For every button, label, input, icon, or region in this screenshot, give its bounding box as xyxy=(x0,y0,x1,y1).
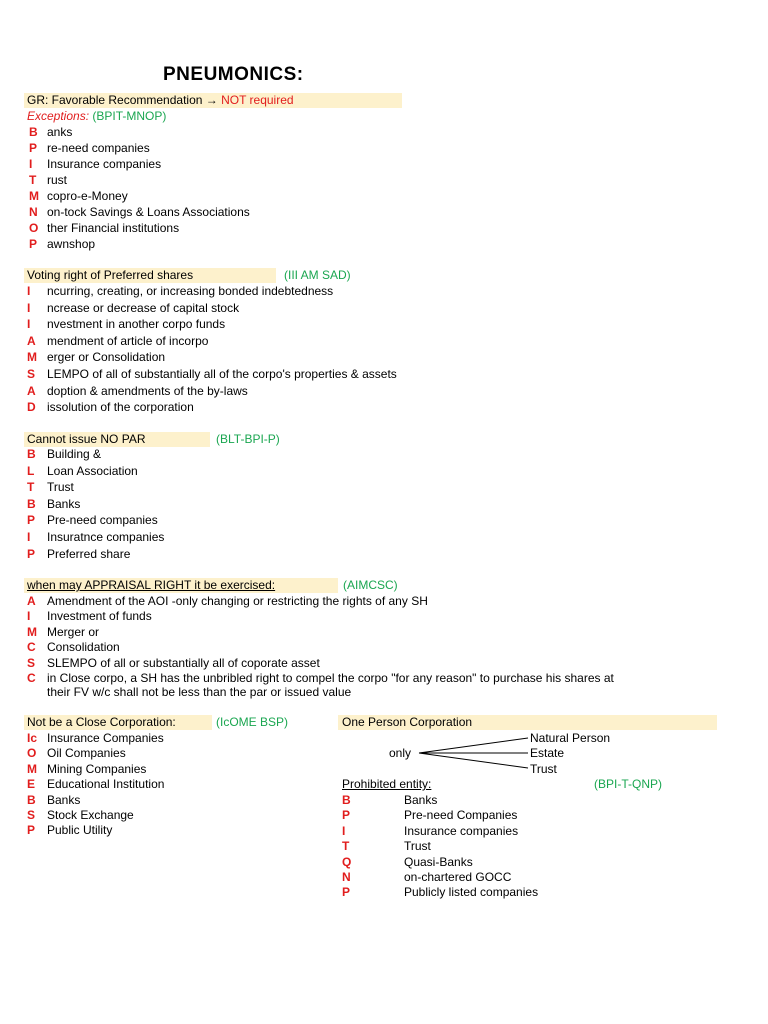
section4-item xyxy=(27,594,727,609)
section3-item-text: Preferred share xyxy=(47,546,131,561)
section5-code: (IcOME BSP) xyxy=(216,715,289,729)
section3-item-letter: B xyxy=(27,496,36,511)
section6-item xyxy=(342,855,768,870)
section6-item xyxy=(342,885,768,900)
section1-item-text: on-tock Savings & Loans Associations xyxy=(47,205,250,219)
section1-item xyxy=(29,237,729,252)
branch-estate: Estate xyxy=(530,746,565,760)
only-label: only xyxy=(389,746,412,760)
section6-item-letter: P xyxy=(342,808,351,823)
section3-item-text: Trust xyxy=(47,480,74,495)
section1-item xyxy=(29,157,729,172)
section4-item-text: Amendment of the AOI -only changing or restricting the rights of any SH xyxy=(47,594,428,608)
section6-item-letter: P xyxy=(342,885,351,900)
section4-item-letter: M xyxy=(27,624,37,639)
section2-item-text: mendment of article of incorpo xyxy=(47,333,209,348)
section5-item-text: Educational Institution xyxy=(47,777,165,792)
section1-item xyxy=(29,189,729,204)
section6-item-text: Pre-need Companies xyxy=(404,808,518,823)
section2-code: (III AM SAD) xyxy=(284,268,351,282)
section4-item xyxy=(27,625,727,640)
section5-item xyxy=(27,746,727,761)
section3-item-text: Banks xyxy=(47,496,81,511)
section1-item-letter: O xyxy=(29,221,39,235)
section1-item xyxy=(29,221,729,236)
section1-heading xyxy=(27,93,294,108)
section5-item-text: Insurance Companies xyxy=(47,731,164,745)
section1-item-text: ther Financial institutions xyxy=(47,221,180,235)
section3-heading: Cannot issue NO PAR xyxy=(27,432,146,446)
section2-item-text: erger or Consolidation xyxy=(47,350,166,365)
section6-item-text: Banks xyxy=(404,793,438,807)
section6-item-letter: Q xyxy=(342,854,352,869)
section1-item-text: anks xyxy=(47,125,73,139)
section2-item xyxy=(27,384,727,399)
section4-item-text: SLEMPO of all or substantially all of coporate asset xyxy=(47,655,320,670)
section3-item xyxy=(27,480,727,495)
section1-item-letter: N xyxy=(29,205,38,219)
section3-item-letter: P xyxy=(27,513,36,528)
section6-item xyxy=(342,839,768,854)
section6-item xyxy=(342,808,768,823)
section2-item-letter: I xyxy=(27,317,31,332)
exceptions-code: (BPIT-MNOP) xyxy=(92,109,167,123)
section2-item xyxy=(27,301,727,316)
section6-item-text: Insurance companies xyxy=(404,823,519,838)
section2-item xyxy=(27,334,727,349)
section1-item-letter: T xyxy=(29,173,37,187)
section6-item xyxy=(342,870,768,885)
exceptions-line xyxy=(27,109,166,124)
section6-item-letter: N xyxy=(342,870,351,884)
page-title: PNEUMONICS: xyxy=(163,64,304,85)
section6-item-text: Publicly listed companies xyxy=(404,885,539,900)
section6-code: (BPI-T-QNP) xyxy=(594,777,662,791)
section3-item-text: Pre-need companies xyxy=(47,513,158,528)
section5-item xyxy=(27,731,727,746)
section1-item-text: rust xyxy=(47,173,68,187)
section2-item xyxy=(27,367,727,382)
section1-item-letter: P xyxy=(29,237,38,251)
section1-item xyxy=(29,125,729,140)
section2-item-text: ncrease or decrease of capital stock xyxy=(47,300,240,315)
section4-code: (AIMCSC) xyxy=(343,578,398,592)
section2-item-letter: M xyxy=(27,350,37,365)
section5-item-letter: S xyxy=(27,808,36,822)
section1-item-text: Insurance companies xyxy=(47,157,162,171)
section4-heading: when may APPRAISAL RIGHT it be exercised: xyxy=(27,578,276,592)
section5-heading: Not be a Close Corporation: xyxy=(27,715,176,729)
section6-item-letter: I xyxy=(342,823,346,838)
section1-item-letter: I xyxy=(29,157,33,171)
section4-item-letter: I xyxy=(27,609,31,624)
section1-item-letter: B xyxy=(29,125,38,139)
section1-heading-red: NOT required xyxy=(221,93,294,107)
section5-item-letter: P xyxy=(27,823,36,838)
section1-item-text: copro-e-Money xyxy=(47,189,128,203)
section4-item-letter: C xyxy=(27,671,36,685)
section5-item-letter: Ic xyxy=(27,731,38,745)
section6-item-letter: T xyxy=(342,839,350,854)
exceptions-label: Exceptions: xyxy=(27,109,90,123)
section2-item xyxy=(27,317,727,332)
branch-trust: Trust xyxy=(530,762,557,776)
arrow-right-icon: → xyxy=(205,93,218,107)
section2-item-letter: S xyxy=(27,367,36,381)
section2-item xyxy=(27,350,727,365)
section1-heading-text: GR: Favorable Recommendation xyxy=(27,93,206,107)
section4-item xyxy=(27,656,727,671)
section1-item-text: re-need companies xyxy=(47,141,150,155)
section4-item-letter: C xyxy=(27,640,36,655)
section4-item-letter: A xyxy=(27,594,36,608)
section4-item-text: in Close corpo, a SH has the unbribled right to compel the corpo "for any reason" to purchase his shares at xyxy=(47,671,614,685)
section3-item xyxy=(27,513,727,528)
section3-item-text: Building & xyxy=(47,447,102,461)
section3-item-letter: I xyxy=(27,530,31,544)
section2-item-letter: I xyxy=(27,284,31,298)
section5-item-text: Stock Exchange xyxy=(47,808,134,822)
section6-item xyxy=(342,793,768,808)
section5-item-letter: B xyxy=(27,792,36,807)
section2-item-letter: D xyxy=(27,400,36,415)
section2-item xyxy=(27,284,727,299)
section2-item-letter: A xyxy=(27,333,36,348)
section3-item xyxy=(27,497,727,512)
section1-item-text: awnshop xyxy=(47,237,96,251)
section2-item-text: doption & amendments of the by-laws xyxy=(47,383,248,398)
section6-item-text: on-chartered GOCC xyxy=(404,870,512,884)
section4-item-text: Investment of funds xyxy=(47,609,152,624)
section3-item-text: Insuratnce companies xyxy=(47,530,165,544)
section5-item-letter: M xyxy=(27,761,37,776)
section3-item-letter: B xyxy=(27,447,36,461)
section5-item-text: Mining Companies xyxy=(47,761,147,776)
section2-item xyxy=(27,400,727,415)
section2-item-text: ncurring, creating, or increasing bonded indebtedness xyxy=(47,284,334,298)
section1-item xyxy=(29,205,729,220)
section1-item-letter: P xyxy=(29,141,38,155)
branch-diagram xyxy=(414,736,534,776)
section4-item xyxy=(27,609,727,624)
section3-code: (BLT-BPI-P) xyxy=(216,432,280,446)
section4-item-letter: S xyxy=(27,655,36,670)
section3-item xyxy=(27,447,727,462)
section6-item-text: Quasi-Banks xyxy=(404,854,473,869)
section3-item-letter: T xyxy=(27,480,35,495)
section5-item-letter: O xyxy=(27,746,37,761)
section1-item-letter: M xyxy=(29,189,39,203)
section2-item-text: issolution of the corporation xyxy=(47,400,194,415)
prohibited-entity-label: Prohibited entity: xyxy=(342,777,432,791)
section1-item xyxy=(29,173,729,188)
section6-heading: One Person Corporation xyxy=(342,715,473,729)
section5-item-text: Public Utility xyxy=(47,823,113,838)
section3-item-letter: L xyxy=(27,463,35,478)
section2-heading: Voting right of Preferred shares xyxy=(27,268,194,282)
section1-item xyxy=(29,141,729,156)
section6-item-text: Trust xyxy=(404,839,431,854)
section3-item xyxy=(27,530,727,545)
section4-item xyxy=(27,671,727,686)
section3-item-letter: P xyxy=(27,546,36,561)
section5-item-text: Oil Companies xyxy=(47,746,126,761)
section3-item-text: Loan Association xyxy=(47,463,138,478)
section5-item xyxy=(27,762,727,777)
section4-item-text: Merger or xyxy=(47,624,100,639)
section2-item-letter: A xyxy=(27,383,36,398)
section2-item-text: nvestment in another corpo funds xyxy=(47,317,226,332)
section3-item xyxy=(27,464,727,479)
section5-item-letter: E xyxy=(27,777,36,792)
section6-item xyxy=(342,824,768,839)
section2-item-letter: I xyxy=(27,300,31,315)
section4-item-text: Consolidation xyxy=(47,640,120,655)
section6-item-letter: B xyxy=(342,793,351,807)
section4-continuation: their FV w/c shall not be less than the par or issued value xyxy=(47,685,352,699)
section2-item-text: LEMPO of all of substantially all of the corpo's properties & assets xyxy=(47,367,397,381)
section3-item xyxy=(27,547,727,562)
section5-item-text: Banks xyxy=(47,792,81,807)
branch-natural-person: Natural Person xyxy=(530,731,611,745)
section4-item xyxy=(27,640,727,655)
